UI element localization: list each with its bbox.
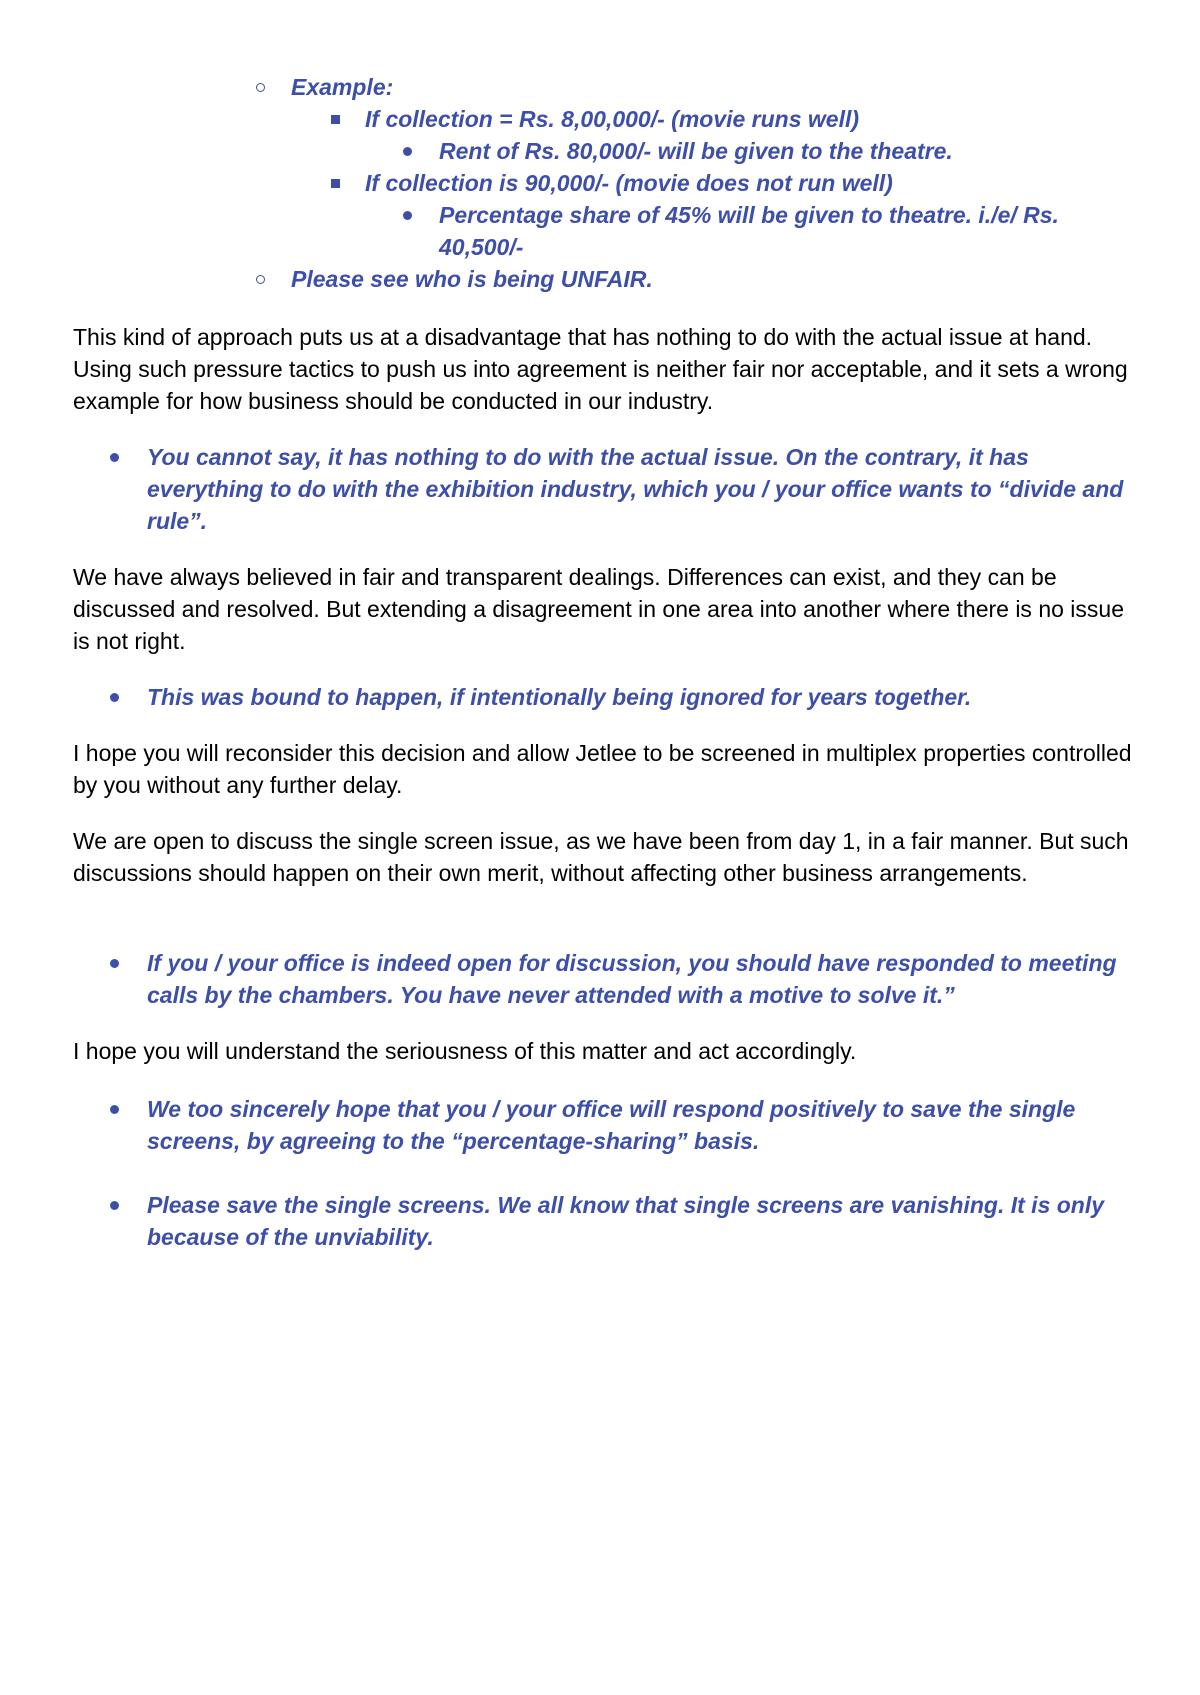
paragraph-5: I hope you will understand the seriousness of this matter and act accordingly.	[73, 1038, 857, 1064]
case2-result-line1: Percentage share of 45% will be given to theatre. i./e/ Rs.	[439, 202, 1059, 228]
outline-circle-bullet	[256, 71, 265, 103]
paragraph-3: I hope you will reconsider this decision and allow Jetlee to be screened in multiplex properties controlled by you without any further delay.	[73, 740, 1132, 798]
response-1: You cannot say, it has nothing to do with the actual issue. On the contrary, it has everything to do with the exhibition industry, which you / your office wants to “divide and rule”.	[147, 444, 1124, 534]
response-bullet	[110, 681, 119, 713]
paragraph-4: We are open to discuss the single screen issue, as we have been from day 1, in a fair manner. But such discussions should happen on their own merit, without affecting other business arrangements.	[73, 828, 1129, 886]
case2-text: If collection is 90,000/- (movie does not run well)	[365, 170, 893, 196]
paragraph-2: We have always believed in fair and transparent dealings. Differences can exist, and they can be discussed and resolved. But extending a disagreement in one area into another where there is no issue is not right.	[73, 564, 1124, 654]
paragraph-1: This kind of approach puts us at a disadvantage that has nothing to do with the actual issue at hand. Using such pressure tactics to push us into agreement is neither fair nor acceptable, and it sets a wrong example for how business should be conducted in our industry.	[73, 324, 1128, 414]
outline-dot-bullet	[403, 135, 412, 167]
response-3: If you / your office is indeed open for discussion, you should have responded to meeting calls by the chambers. You have never attended with a motive to solve it.”	[147, 950, 1117, 1008]
outline-square-bullet	[331, 103, 340, 135]
example-label: Example:	[291, 74, 394, 100]
response-bullet	[110, 441, 119, 473]
outline-circle-bullet	[256, 263, 265, 295]
case2-result-line2: 40,500/-	[439, 234, 524, 260]
outline-dot-bullet	[403, 199, 412, 231]
response-bullet	[110, 947, 119, 979]
unfair-text: Please see who is being UNFAIR.	[291, 266, 653, 292]
case1-result-text: Rent of Rs. 80,000/- will be given to the theatre.	[439, 138, 953, 164]
outline-square-bullet	[331, 167, 340, 199]
case1-text: If collection = Rs. 8,00,000/- (movie runs well)	[365, 106, 860, 132]
response-4: We too sincerely hope that you / your office will respond positively to save the single screens, by agreeing to the “percentage-sharing” basis.	[147, 1096, 1076, 1154]
response-bullet	[110, 1189, 119, 1221]
response-5: Please save the single screens. We all know that single screens are vanishing. It is only because of the unviability.	[147, 1192, 1105, 1250]
response-bullet	[110, 1093, 119, 1125]
response-2: This was bound to happen, if intentionally being ignored for years together.	[147, 684, 972, 710]
